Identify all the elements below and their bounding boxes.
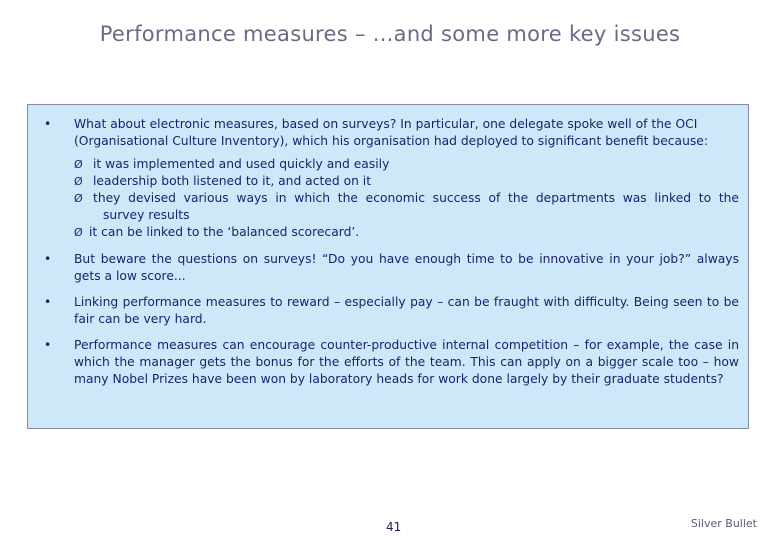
bullet-item-1 <box>44 116 739 241</box>
bullet-dot-icon: • <box>44 117 52 131</box>
bullet-dot-icon: • <box>44 338 52 352</box>
bullet-item-2 <box>44 251 739 285</box>
sub-bullet-text: it was implemented and used quickly and easily <box>93 157 390 171</box>
sub-bullet-item-1 <box>74 156 739 173</box>
sub-bullet-item-2 <box>74 173 739 190</box>
slide-title: Performance measures – ...and some more key issues <box>99 22 681 46</box>
footer-brand: Silver Bullet <box>690 517 757 530</box>
sub-bullet-text: it can be linked to the ‘balanced scorecard’. <box>89 225 360 239</box>
sub-bullet-item-3 <box>74 190 739 224</box>
bullet-text: Performance measures can encourage counter-productive internal competition – for example, the case in which the manager gets the bonus for the efforts of the team. This can apply on a bigger scale too – how many Nobel Prizes have been won by laboratory heads for work done largely by their graduate students? <box>74 338 739 386</box>
bullet-text: What about electronic measures, based on surveys? In particular, one delegate spoke well of the OCI (Organisational Culture Inventory), which his organisation had deployed to significant benefit because: <box>74 117 708 148</box>
sub-bullet-text-continued: survey results <box>103 208 190 222</box>
sub-bullet-text: leadership both listened to it, and acted on it <box>93 174 372 188</box>
bullet-text: But beware the questions on surveys! “Do you have enough time to be innovative in your job?” always gets a low score... <box>74 252 739 283</box>
arrow-right-icon: Ø <box>74 158 83 171</box>
bullet-item-3 <box>44 294 739 328</box>
bullet-item-4 <box>44 337 739 388</box>
sub-bullet-list <box>74 156 739 241</box>
arrow-right-icon: Ø <box>74 175 83 188</box>
arrow-right-icon: Ø <box>74 192 83 205</box>
sub-bullet-item-4 <box>74 224 739 241</box>
bullet-text: Linking performance measures to reward – especially pay – can be fraught with difficulty. Being seen to be fair can be very hard. <box>74 295 739 326</box>
arrow-right-icon: Ø <box>74 226 83 239</box>
bullet-dot-icon: • <box>44 252 52 266</box>
bullet-dot-icon: • <box>44 295 52 309</box>
page-number: 41 <box>386 520 402 534</box>
content-box <box>27 104 749 429</box>
sub-bullet-text: they devised various ways in which the economic success of the departments was linked to the <box>93 191 739 205</box>
